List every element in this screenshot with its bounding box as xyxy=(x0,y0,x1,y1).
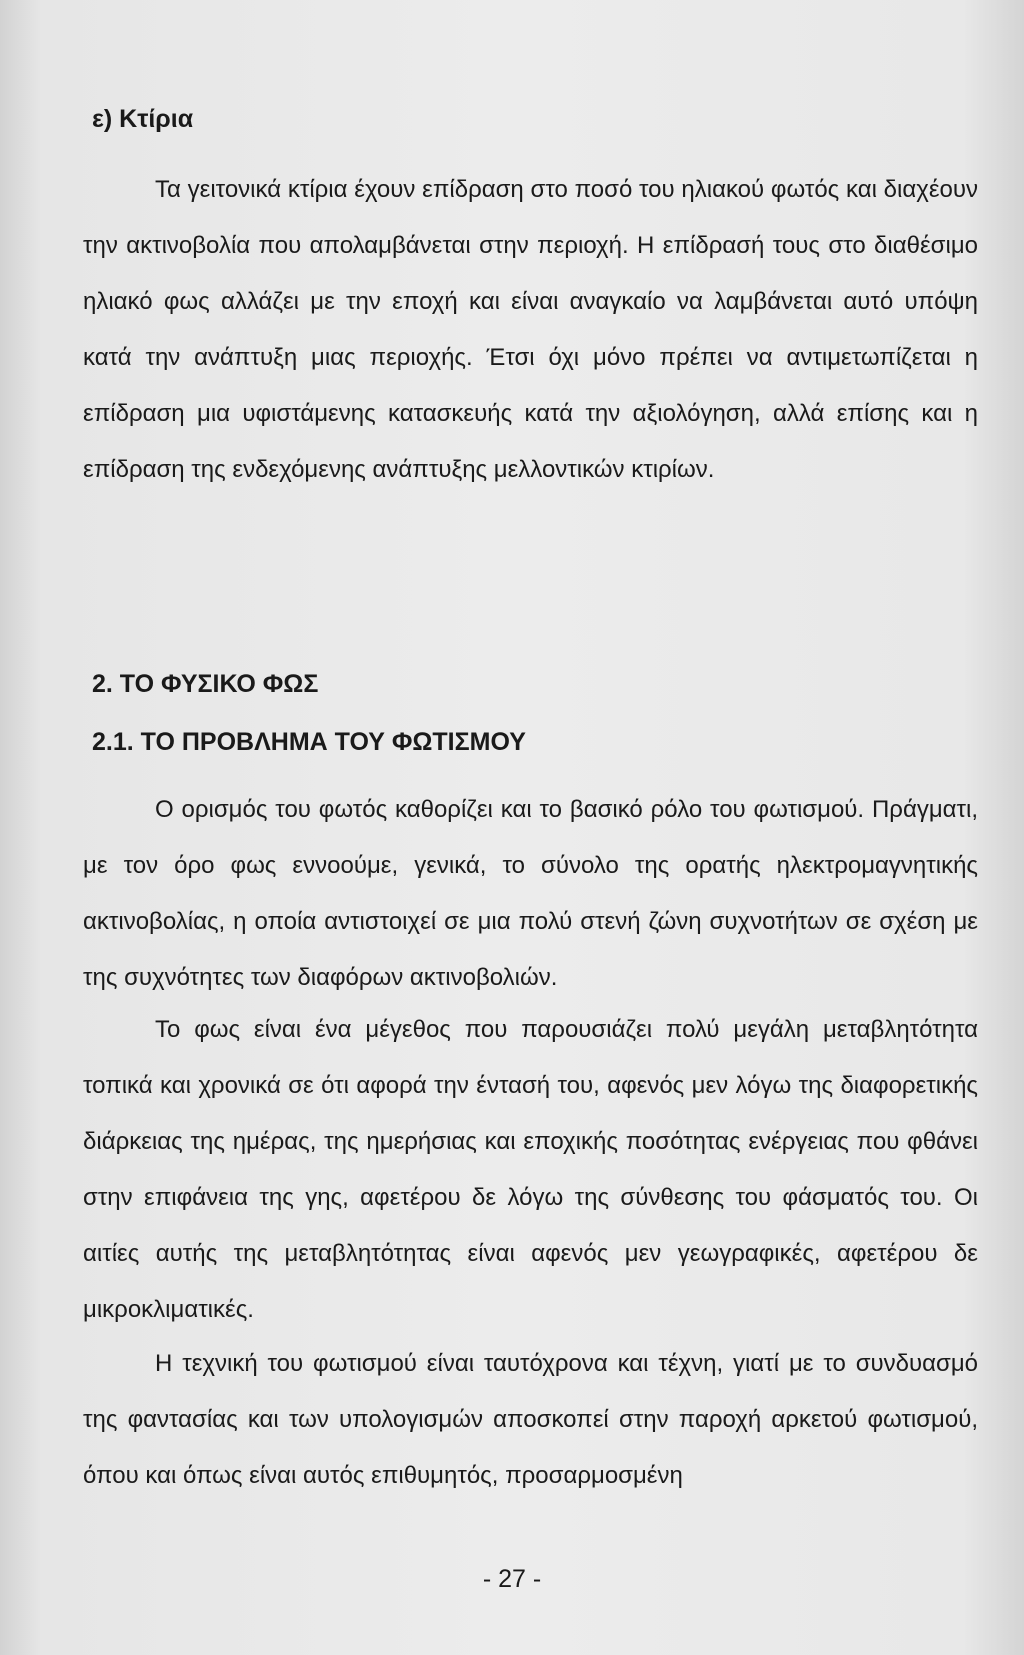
chapter-heading-natural-light: 2. ΤΟ ΦΥΣΙΚΟ ΦΩΣ xyxy=(92,670,319,698)
paragraph-light-definition: Ο ορισμός του φωτός καθορίζει και το βασικό ρόλο του φωτισμού. Πράγματι, με τον όρο φως εννοούμε, γενικά, το σύνολο της ορατής ηλεκτρομαγνητικής ακτινοβολίας, η οποία αντιστοιχεί σε μια πολύ στενή ζώνη συχνοτήτων σε σχέση με της συχνότητες των διαφόρων ακτινοβολιών. xyxy=(83,796,978,991)
section-heading-lighting-problem: 2.1. ΤΟ ΠΡΟΒΛΗΜΑ ΤΟΥ ΦΩΤΙΣΜΟΥ xyxy=(92,728,526,756)
paragraph-lighting-technique: Η τεχνική του φωτισμού είναι ταυτόχρονα και τέχνη, γιατί με το συνδυασμό της φαντασίας και των υπολογισμών αποσκοπεί στην παροχή αρκετού φωτισμού, όπου και όπως είναι αυτός επιθυμητός, προσαρμοσμένη xyxy=(83,1350,978,1489)
paragraph-buildings: Τα γειτονικά κτίρια έχουν επίδραση στο ποσό του ηλιακού φωτός και διαχέουν την ακτινοβολία που απολαμβάνεται στην περιοχή. Η επίδρασή τους στο διαθέσιμο ηλιακό φως αλλάζει με την εποχή και είναι αναγκαίο να λαμβάνεται αυτό υπόψη κατά την ανάπτυξη μιας περιοχής. Έτσι όχι μόνο πρέπει να αντιμετωπίζεται η επίδραση μια υφιστάμενης κατασκευής κατά την αξιολόγηση, αλλά επίσης και η επίδραση της ενδεχόμενης ανάπτυξης μελλοντικών κτιρίων. xyxy=(83,176,978,483)
section-heading-buildings: ε) Κτίρια xyxy=(92,105,194,133)
page-number: - 27 - xyxy=(482,1565,542,1593)
paragraph-light-variability: Το φως είναι ένα μέγεθος που παρουσιάζει πολύ μεγάλη μεταβλητότητα τοπικά και χρονικά σε ότι αφορά την έντασή του, αφενός μεν λόγω της διαφορετικής διάρκειας της ημέρας, της ημερήσιας και εποχικής ποσότητας ενέργειας που φθάνει στην επιφάνεια της γης, αφετέρου δε λόγω της σύνθεσης του φάσματός του. Οι αιτίες αυτής της μεταβλητότητας είναι αφενός μεν γεωγραφικές, αφετέρου δε μικροκλιματικές. xyxy=(83,1016,978,1323)
